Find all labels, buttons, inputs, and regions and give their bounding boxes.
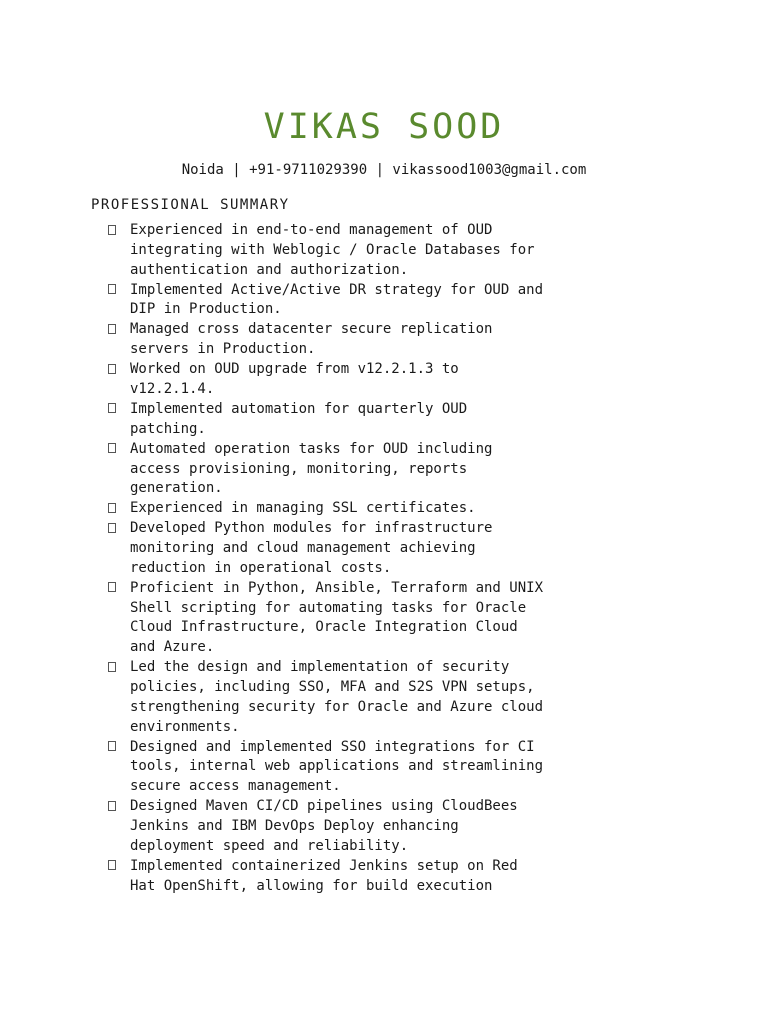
bullet-icon (108, 221, 120, 241)
list-item-text: Proficient in Python, Ansible, Terraform and UNIX Shell scripting for automating tasks for Oracle Cloud Infrastructure, Oracle Integration Cloud and Azure. (130, 579, 544, 656)
bullet-icon (108, 400, 120, 420)
list-item-text: Automated operation tasks for OUD including access provisioning, monitoring, reports generation. (130, 440, 493, 497)
list-item-text: Developed Python modules for infrastructure monitoring and cloud management achieving reduction in operational costs. (130, 520, 493, 576)
candidate-name: VIKAS SOOD (263, 107, 505, 147)
list-item (0, 360, 545, 400)
bullet-icon (108, 658, 120, 678)
bullet-icon (108, 281, 120, 301)
list-item (0, 221, 545, 280)
contact-line: Noida | +91-9711029390 | vikassood1003@gmail.com (181, 162, 587, 178)
list-item-text: Experienced in managing SSL certificates. (130, 500, 476, 517)
list-item-text: Implemented Active/Active DR strategy for OUD and DIP in Production. (130, 281, 544, 318)
list-item-text: Led the design and implementation of security policies, including SSO, MFA and S2S VPN setups, strengthening security for Oracle and Azure cloud environments. (130, 659, 544, 735)
bullet-icon (108, 579, 120, 599)
bullet-icon (108, 738, 120, 758)
list-item (0, 499, 545, 519)
list-item (0, 400, 545, 440)
bullet-icon (108, 440, 120, 460)
list-item-text: Experienced in end-to-end management of OUD integrating with Weblogic / Oracle Databases for authentication and authorization. (130, 222, 535, 278)
list-item (0, 440, 545, 499)
list-item (0, 797, 545, 856)
bullet-icon (108, 797, 120, 817)
section-title-professional-summary: PROFESSIONAL SUMMARY (91, 197, 290, 213)
bullet-icon (108, 499, 120, 519)
list-item (0, 738, 545, 797)
list-item-text: Managed cross datacenter secure replication servers in Production. (130, 321, 493, 358)
list-item (0, 519, 545, 578)
list-item (0, 579, 545, 658)
summary-list (0, 221, 768, 897)
bullet-icon (108, 519, 120, 539)
bullet-icon (108, 320, 120, 340)
list-item (0, 658, 545, 737)
list-item-text: Implemented automation for quarterly OUD patching. (130, 400, 468, 437)
list-item-text: Designed and implemented SSO integrations for CI tools, internal web applications and streamlining secure access management. (130, 738, 544, 795)
list-item (0, 281, 545, 321)
bullet-icon (108, 857, 120, 877)
list-item-text: Designed Maven CI/CD pipelines using CloudBees Jenkins and IBM DevOps Deploy enhancing deployment speed and reliability. (130, 798, 518, 854)
list-item (0, 857, 545, 897)
list-item (0, 320, 545, 360)
bullet-icon (108, 360, 120, 380)
list-item-text: Implemented containerized Jenkins setup on Red Hat OpenShift, allowing for build execution (130, 857, 518, 894)
list-item-text: Worked on OUD upgrade from v12.2.1.3 to v12.2.1.4. (130, 361, 459, 397)
